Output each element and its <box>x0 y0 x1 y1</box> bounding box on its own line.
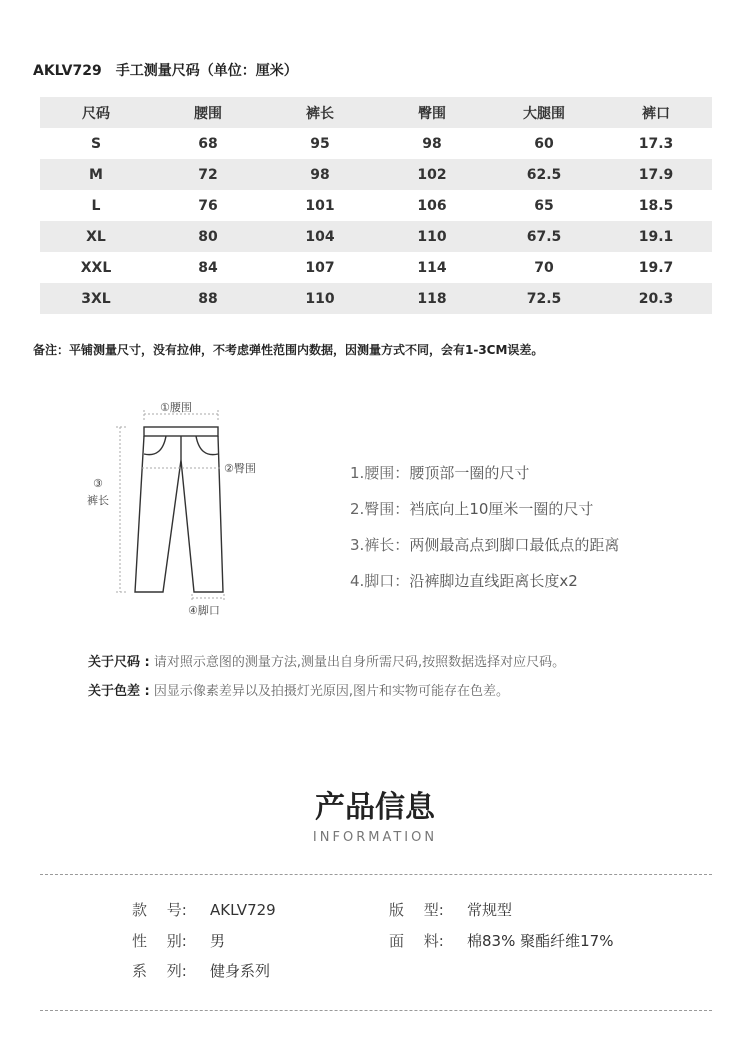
table-cell: 62.5 <box>526 166 562 183</box>
hem-label: ④脚口 <box>188 604 220 617</box>
waist-label: ①腰围 <box>160 401 192 414</box>
desc-text: 腰顶部一圈的尺寸 <box>409 464 530 482</box>
spec-label: 性 别: <box>132 932 187 950</box>
table-cell: 72 <box>198 166 218 183</box>
spec-label: 版 型: <box>389 901 444 919</box>
table-cell: M <box>89 166 103 183</box>
spec-series <box>132 956 270 986</box>
about-color <box>88 677 565 706</box>
spec-fit <box>389 895 512 925</box>
length-label: 裤长 <box>87 494 109 507</box>
table-row <box>40 283 712 314</box>
desc-key: 3.裤长： <box>350 536 410 554</box>
table-cell: L <box>91 197 101 214</box>
product-info-title: 产品信息 <box>315 790 435 825</box>
table-cell: 98 <box>422 135 442 152</box>
desc-text: 裆底向上10厘米一圈的尺寸 <box>409 500 594 518</box>
spec-value: AKLV729 <box>210 901 276 919</box>
table-row <box>40 221 712 252</box>
about-notes <box>88 648 565 706</box>
spec-value: 男 <box>210 932 226 950</box>
desc-text: 沿裤脚边直线距离长度x2 <box>409 572 578 590</box>
table-cell: 19.7 <box>638 259 674 276</box>
product-code: AKLV729 <box>33 63 102 79</box>
header-cell: 裤口 <box>642 105 670 122</box>
measurement-descriptions <box>350 455 619 599</box>
desc-key: 4.脚口： <box>350 572 410 590</box>
about-color-label: 关于色差 : <box>88 684 150 699</box>
table-cell: 118 <box>417 290 447 307</box>
table-cell: 17.3 <box>638 135 674 152</box>
table-cell: 17.9 <box>638 166 674 183</box>
hip-label: ②臀围 <box>224 462 256 475</box>
table-header-row <box>40 97 712 128</box>
table-cell: 65 <box>534 197 554 214</box>
desc-text: 两侧最高点到脚口最低点的距离 <box>409 536 620 554</box>
spec-style-number <box>132 895 276 925</box>
table-row <box>40 252 712 283</box>
table-row <box>40 190 712 221</box>
table-cell: 84 <box>198 259 218 276</box>
spec-label: 款 号: <box>132 901 187 919</box>
spec-gender <box>132 926 225 956</box>
table-cell: 70 <box>534 259 554 276</box>
table-cell: XXL <box>80 259 112 276</box>
desc-item <box>350 563 619 599</box>
pants-diagram <box>80 392 300 627</box>
table-cell: 110 <box>417 228 447 245</box>
table-cell: 88 <box>198 290 218 307</box>
header-cell: 裤长 <box>306 105 334 122</box>
header-cell: 腰围 <box>194 105 222 122</box>
desc-item <box>350 527 619 563</box>
desc-item <box>350 455 619 491</box>
desc-key: 2.臀围： <box>350 500 410 518</box>
desc-item <box>350 491 619 527</box>
hem-dimension-line <box>192 594 224 602</box>
table-row <box>40 128 712 159</box>
about-size <box>88 648 565 677</box>
table-cell: 20.3 <box>638 290 674 307</box>
table-cell: XL <box>86 228 106 245</box>
table-cell: 98 <box>310 166 330 183</box>
size-table <box>40 97 712 314</box>
table-cell: 3XL <box>81 290 111 307</box>
about-size-label: 关于尺码 : <box>88 655 150 670</box>
spec-value: 常规型 <box>467 901 513 919</box>
spec-label: 系 列: <box>132 962 187 980</box>
desc-key: 1.腰围： <box>350 464 410 482</box>
chart-heading: 手工测量尺码（单位：厘米） <box>115 63 298 79</box>
table-cell: 72.5 <box>526 290 562 307</box>
table-cell: 76 <box>198 197 218 214</box>
divider-top <box>40 874 712 875</box>
spec-value: 棉83% 聚酯纤维17% <box>467 932 614 950</box>
table-cell: 95 <box>310 135 330 152</box>
table-cell: S <box>90 135 102 152</box>
about-size-text: 请对照示意图的测量方法,测量出自身所需尺码,按照数据选择对应尺码。 <box>149 655 566 670</box>
about-color-text: 因显示像素差异以及拍摄灯光原因,图片和实物可能存在色差。 <box>149 684 509 699</box>
spec-fabric <box>389 926 613 956</box>
header-cell: 大腿围 <box>523 105 565 122</box>
table-cell: 80 <box>198 228 218 245</box>
header-cell: 尺码 <box>82 105 110 122</box>
table-cell: 106 <box>417 197 447 214</box>
header-cell: 臀围 <box>418 105 446 122</box>
spec-label: 面 料: <box>389 932 444 950</box>
table-cell: 114 <box>417 259 447 276</box>
pants-outline <box>135 427 223 592</box>
spec-value: 健身系列 <box>210 962 271 980</box>
table-cell: 102 <box>417 166 447 183</box>
measurement-note: 备注：平铺测量尺寸，没有拉伸，不考虑弹性范围内数据，因测量方式不同，会有1-3CM误差。 <box>33 343 544 357</box>
divider-bottom <box>40 1010 712 1011</box>
product-info-subtitle: INFORMATION <box>312 830 438 845</box>
table-cell: 104 <box>305 228 335 245</box>
table-cell: 67.5 <box>526 228 562 245</box>
size-chart-title <box>33 60 298 80</box>
table-row <box>40 159 712 190</box>
table-cell: 60 <box>534 135 554 152</box>
table-cell: 107 <box>305 259 335 276</box>
table-cell: 68 <box>198 135 218 152</box>
length-dimension-line <box>116 427 126 592</box>
table-cell: 19.1 <box>638 228 674 245</box>
table-cell: 110 <box>305 290 335 307</box>
table-cell: 101 <box>305 197 335 214</box>
length-number-label: ③ <box>93 477 103 490</box>
table-cell: 18.5 <box>638 197 674 214</box>
